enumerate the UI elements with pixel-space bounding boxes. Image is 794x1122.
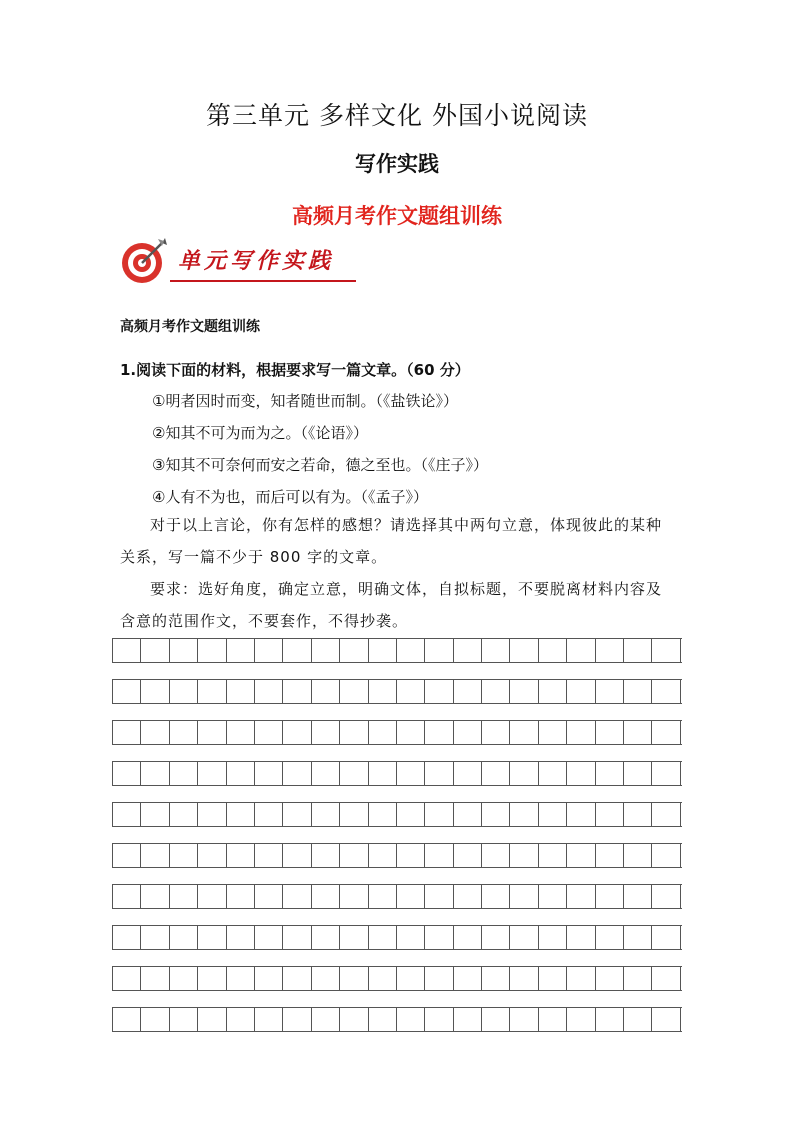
grid-cell[interactable]: [170, 721, 198, 744]
grid-cell[interactable]: [510, 803, 538, 826]
grid-row: [112, 761, 682, 786]
grid-cell[interactable]: [482, 680, 510, 703]
grid-row: [112, 802, 682, 827]
target-icon: [118, 236, 170, 286]
grid-cell[interactable]: [340, 1008, 368, 1031]
banner-text: 单元写作实践: [178, 248, 335, 274]
grid-cell[interactable]: [567, 803, 595, 826]
grid-cell[interactable]: [482, 844, 510, 867]
quote-item: ①明者因时而变，知者随世而制。（《盐铁论》）: [152, 392, 458, 410]
grid-row: [112, 638, 682, 663]
grid-cell[interactable]: [397, 844, 425, 867]
grid-cell[interactable]: [596, 803, 624, 826]
grid-cell[interactable]: [141, 721, 169, 744]
grid-cell[interactable]: [170, 885, 198, 908]
grid-cell[interactable]: [482, 1008, 510, 1031]
grid-cell[interactable]: [141, 1008, 169, 1031]
grid-cell[interactable]: [340, 885, 368, 908]
grid-cell[interactable]: [283, 967, 311, 990]
grid-cell[interactable]: [624, 1008, 652, 1031]
grid-cell[interactable]: [397, 803, 425, 826]
grid-cell[interactable]: [397, 926, 425, 949]
grid-cell[interactable]: [596, 885, 624, 908]
grid-cell[interactable]: [170, 844, 198, 867]
grid-cell[interactable]: [369, 803, 397, 826]
grid-cell[interactable]: [227, 1008, 255, 1031]
grid-cell[interactable]: [312, 680, 340, 703]
grid-cell[interactable]: [198, 1008, 226, 1031]
grid-cell[interactable]: [340, 844, 368, 867]
grid-cell[interactable]: [567, 721, 595, 744]
grid-cell[interactable]: [283, 762, 311, 785]
grid-cell[interactable]: [425, 885, 453, 908]
grid-cell[interactable]: [113, 721, 141, 744]
grid-cell[interactable]: [283, 1008, 311, 1031]
grid-cell[interactable]: [283, 639, 311, 662]
page-title: 第三单元 多样文化 外国小说阅读: [206, 101, 588, 130]
grid-row: [112, 884, 682, 909]
grid-cell[interactable]: [113, 762, 141, 785]
grid-cell[interactable]: [567, 844, 595, 867]
grid-cell[interactable]: [397, 639, 425, 662]
grid-cell[interactable]: [624, 926, 652, 949]
grid-row: [112, 679, 682, 704]
grid-cell[interactable]: [652, 844, 680, 867]
grid-cell[interactable]: [397, 885, 425, 908]
grid-cell[interactable]: [312, 1008, 340, 1031]
grid-cell[interactable]: [482, 762, 510, 785]
grid-cell[interactable]: [113, 967, 141, 990]
quote-item: ②知其不可为而为之。（《论语》）: [152, 424, 368, 442]
grid-row: [112, 966, 682, 991]
grid-cell[interactable]: [539, 639, 567, 662]
grid-cell[interactable]: [567, 1008, 595, 1031]
grid-cell[interactable]: [283, 803, 311, 826]
grid-cell[interactable]: [425, 680, 453, 703]
grid-cell[interactable]: [340, 680, 368, 703]
grid-cell[interactable]: [454, 680, 482, 703]
grid-cell[interactable]: [283, 926, 311, 949]
question-heading: 1.阅读下面的材料，根据要求写一篇文章。（60 分）: [120, 361, 470, 379]
grid-cell[interactable]: [596, 967, 624, 990]
grid-cell[interactable]: [454, 762, 482, 785]
grid-cell[interactable]: [624, 762, 652, 785]
grid-cell[interactable]: [539, 762, 567, 785]
grid-cell[interactable]: [170, 803, 198, 826]
quote-item: ④人有不为也，而后可以有为。（《孟子》）: [152, 488, 428, 506]
grid-cell[interactable]: [312, 762, 340, 785]
grid-cell[interactable]: [624, 803, 652, 826]
grid-cell[interactable]: [255, 885, 283, 908]
grid-cell[interactable]: [482, 639, 510, 662]
grid-cell[interactable]: [652, 1008, 680, 1031]
grid-cell[interactable]: [255, 1008, 283, 1031]
grid-cell[interactable]: [369, 844, 397, 867]
grid-cell[interactable]: [255, 762, 283, 785]
grid-cell[interactable]: [482, 721, 510, 744]
grid-cell[interactable]: [510, 762, 538, 785]
grid-cell[interactable]: [596, 639, 624, 662]
grid-cell[interactable]: [283, 721, 311, 744]
grid-cell[interactable]: [312, 885, 340, 908]
grid-cell[interactable]: [482, 885, 510, 908]
grid-cell[interactable]: [141, 967, 169, 990]
question-prompt: 对于以上言论，你有怎样的感想？请选择其中两句立意，体现彼此的某种关系，写一篇不少于 800 字的文章。: [120, 516, 663, 566]
grid-cell[interactable]: [113, 1008, 141, 1031]
grid-cell[interactable]: [255, 844, 283, 867]
grid-cell[interactable]: [170, 639, 198, 662]
grid-cell[interactable]: [425, 1008, 453, 1031]
grid-cell[interactable]: [113, 844, 141, 867]
grid-cell[interactable]: [652, 967, 680, 990]
grid-cell[interactable]: [567, 762, 595, 785]
grid-cell[interactable]: [312, 721, 340, 744]
grid-cell[interactable]: [198, 885, 226, 908]
grid-cell[interactable]: [596, 844, 624, 867]
grid-cell[interactable]: [283, 844, 311, 867]
grid-cell[interactable]: [255, 926, 283, 949]
grid-cell[interactable]: [369, 721, 397, 744]
grid-cell[interactable]: [198, 762, 226, 785]
grid-cell[interactable]: [567, 926, 595, 949]
red-section-title: 高频月考作文题组训练: [292, 204, 502, 228]
grid-cell[interactable]: [652, 639, 680, 662]
grid-cell[interactable]: [539, 803, 567, 826]
unit-writing-banner: [118, 236, 358, 286]
grid-cell[interactable]: [312, 967, 340, 990]
grid-row: [112, 1007, 682, 1032]
grid-cell[interactable]: [340, 639, 368, 662]
grid-cell[interactable]: [454, 803, 482, 826]
grid-cell[interactable]: [227, 844, 255, 867]
grid-cell[interactable]: [567, 967, 595, 990]
grid-cell[interactable]: [397, 967, 425, 990]
grid-cell[interactable]: [596, 762, 624, 785]
grid-cell[interactable]: [198, 639, 226, 662]
grid-cell[interactable]: [340, 803, 368, 826]
grid-cell[interactable]: [141, 639, 169, 662]
grid-cell[interactable]: [624, 844, 652, 867]
grid-cell[interactable]: [283, 680, 311, 703]
grid-cell[interactable]: [397, 1008, 425, 1031]
grid-cell[interactable]: [141, 680, 169, 703]
grid-cell[interactable]: [652, 885, 680, 908]
grid-cell[interactable]: [539, 680, 567, 703]
question-requirement: 要求：选好角度，确定立意，明确文体，自拟标题，不要脱离材料内容及含意的范围作文，不要套作，不得抄袭。: [120, 580, 663, 630]
grid-cell[interactable]: [113, 885, 141, 908]
grid-cell[interactable]: [454, 1008, 482, 1031]
grid-cell[interactable]: [340, 721, 368, 744]
grid-cell[interactable]: [425, 721, 453, 744]
grid-cell[interactable]: [454, 967, 482, 990]
grid-cell[interactable]: [652, 926, 680, 949]
grid-cell[interactable]: [510, 926, 538, 949]
grid-cell[interactable]: [369, 639, 397, 662]
grid-cell[interactable]: [198, 926, 226, 949]
grid-row: [112, 843, 682, 868]
grid-cell[interactable]: [198, 803, 226, 826]
page-subtitle: 写作实践: [355, 152, 439, 176]
grid-cell[interactable]: [255, 721, 283, 744]
grid-cell[interactable]: [624, 885, 652, 908]
grid-cell[interactable]: [510, 967, 538, 990]
grid-cell[interactable]: [227, 762, 255, 785]
grid-cell[interactable]: [539, 721, 567, 744]
writing-grid[interactable]: [112, 638, 682, 1032]
grid-cell[interactable]: [454, 885, 482, 908]
grid-cell[interactable]: [141, 762, 169, 785]
grid-cell[interactable]: [624, 721, 652, 744]
grid-cell[interactable]: [425, 639, 453, 662]
grid-cell[interactable]: [255, 639, 283, 662]
grid-cell[interactable]: [652, 803, 680, 826]
grid-cell[interactable]: [425, 803, 453, 826]
section-label: 高频月考作文题组训练: [120, 319, 260, 335]
grid-cell[interactable]: [596, 680, 624, 703]
grid-cell[interactable]: [539, 885, 567, 908]
grid-cell[interactable]: [454, 639, 482, 662]
grid-cell[interactable]: [510, 885, 538, 908]
grid-cell[interactable]: [397, 680, 425, 703]
grid-cell[interactable]: [198, 680, 226, 703]
grid-cell[interactable]: [539, 844, 567, 867]
grid-cell[interactable]: [141, 885, 169, 908]
grid-cell[interactable]: [567, 680, 595, 703]
grid-cell[interactable]: [624, 967, 652, 990]
grid-cell[interactable]: [652, 762, 680, 785]
grid-cell[interactable]: [255, 967, 283, 990]
grid-cell[interactable]: [510, 721, 538, 744]
grid-cell[interactable]: [141, 926, 169, 949]
grid-cell[interactable]: [227, 639, 255, 662]
grid-cell[interactable]: [510, 1008, 538, 1031]
grid-cell[interactable]: [170, 680, 198, 703]
grid-cell[interactable]: [567, 639, 595, 662]
grid-row: [112, 925, 682, 950]
grid-cell[interactable]: [227, 885, 255, 908]
grid-cell[interactable]: [312, 844, 340, 867]
grid-cell[interactable]: [539, 967, 567, 990]
grid-cell[interactable]: [624, 639, 652, 662]
grid-cell[interactable]: [141, 844, 169, 867]
grid-cell[interactable]: [652, 721, 680, 744]
quote-item: ③知其不可奈何而安之若命，德之至也。（《庄子》）: [152, 456, 488, 474]
grid-cell[interactable]: [227, 967, 255, 990]
grid-cell[interactable]: [369, 885, 397, 908]
grid-cell[interactable]: [198, 967, 226, 990]
grid-cell[interactable]: [510, 639, 538, 662]
grid-cell[interactable]: [397, 762, 425, 785]
grid-cell[interactable]: [567, 885, 595, 908]
grid-cell[interactable]: [596, 926, 624, 949]
grid-cell[interactable]: [170, 1008, 198, 1031]
grid-cell[interactable]: [369, 926, 397, 949]
grid-cell[interactable]: [397, 721, 425, 744]
grid-cell[interactable]: [340, 762, 368, 785]
grid-cell[interactable]: [510, 680, 538, 703]
grid-cell[interactable]: [369, 967, 397, 990]
grid-cell[interactable]: [624, 680, 652, 703]
grid-cell[interactable]: [170, 762, 198, 785]
grid-cell[interactable]: [141, 803, 169, 826]
grid-row: [112, 720, 682, 745]
grid-cell[interactable]: [539, 926, 567, 949]
grid-cell[interactable]: [652, 680, 680, 703]
grid-cell[interactable]: [170, 926, 198, 949]
grid-cell[interactable]: [596, 721, 624, 744]
banner-underline: [170, 280, 356, 282]
grid-cell[interactable]: [425, 844, 453, 867]
grid-cell[interactable]: [255, 803, 283, 826]
grid-cell[interactable]: [482, 926, 510, 949]
grid-cell[interactable]: [482, 803, 510, 826]
grid-cell[interactable]: [227, 680, 255, 703]
grid-cell[interactable]: [510, 844, 538, 867]
grid-cell[interactable]: [539, 1008, 567, 1031]
grid-cell[interactable]: [227, 721, 255, 744]
grid-cell[interactable]: [198, 721, 226, 744]
grid-cell[interactable]: [596, 1008, 624, 1031]
grid-cell[interactable]: [425, 762, 453, 785]
grid-cell[interactable]: [312, 639, 340, 662]
grid-cell[interactable]: [113, 680, 141, 703]
grid-cell[interactable]: [425, 926, 453, 949]
grid-cell[interactable]: [198, 844, 226, 867]
grid-cell[interactable]: [312, 926, 340, 949]
grid-cell[interactable]: [113, 639, 141, 662]
grid-cell[interactable]: [227, 803, 255, 826]
grid-cell[interactable]: [255, 680, 283, 703]
grid-cell[interactable]: [340, 967, 368, 990]
grid-cell[interactable]: [482, 967, 510, 990]
grid-cell[interactable]: [454, 926, 482, 949]
grid-cell[interactable]: [369, 1008, 397, 1031]
grid-cell[interactable]: [369, 762, 397, 785]
grid-cell[interactable]: [312, 803, 340, 826]
grid-cell[interactable]: [113, 926, 141, 949]
grid-cell[interactable]: [283, 885, 311, 908]
grid-cell[interactable]: [454, 721, 482, 744]
grid-cell[interactable]: [340, 926, 368, 949]
grid-cell[interactable]: [227, 926, 255, 949]
grid-cell[interactable]: [369, 680, 397, 703]
grid-cell[interactable]: [170, 967, 198, 990]
grid-cell[interactable]: [454, 844, 482, 867]
grid-cell[interactable]: [113, 803, 141, 826]
grid-cell[interactable]: [425, 967, 453, 990]
